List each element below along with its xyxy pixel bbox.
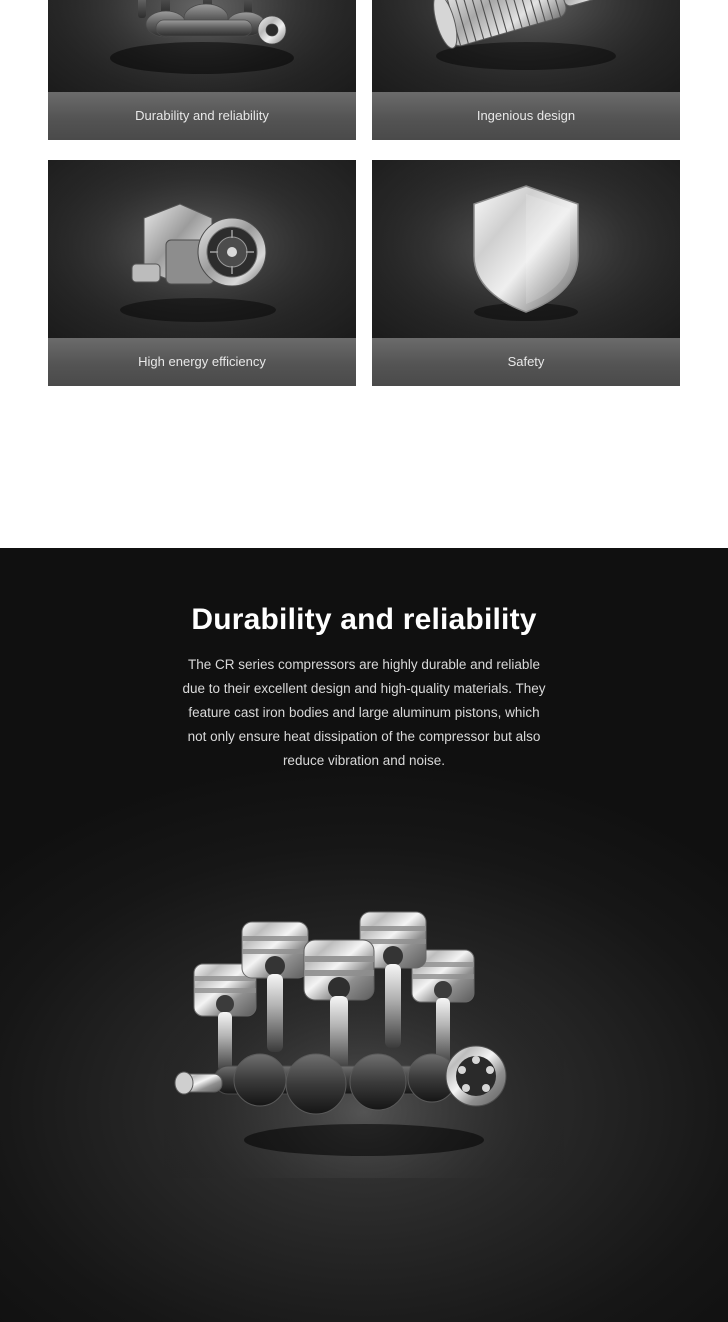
engine-pistons-icon: [48, 0, 356, 92]
turbine-rotor-icon: [372, 0, 680, 92]
feature-card-media: [372, 0, 680, 92]
feature-card-ingenious[interactable]: [372, 0, 680, 140]
engine-pistons-crankshaft-icon: [164, 878, 564, 1178]
feature-card-durability[interactable]: [48, 0, 356, 140]
section-title: Durability and reliability: [191, 603, 537, 636]
feature-card-media: [372, 160, 680, 338]
durability-detail-section: [0, 548, 728, 1322]
feature-card-grid: [0, 0, 728, 548]
feature-card-caption: High energy efficiency: [48, 338, 356, 386]
feature-card-caption: Ingenious design: [372, 92, 680, 140]
feature-card-media: [48, 160, 356, 338]
shield-icon: [372, 160, 680, 338]
compressor-motor-icon: [48, 160, 356, 338]
feature-card-safety[interactable]: [372, 160, 680, 386]
section-paragraph: The CR series compressors are highly durable and reliable due to their excellent design and high-quality materials. They feature cast iron bodies and large aluminum pistons, which not only ensure heat dissipation of the compressor but also reduce vibration and noise.: [182, 657, 546, 768]
feature-card-caption: Durability and reliability: [48, 92, 356, 140]
feature-card-caption: Safety: [372, 338, 680, 386]
feature-card-energy[interactable]: [48, 160, 356, 386]
feature-card-media: [48, 0, 356, 92]
